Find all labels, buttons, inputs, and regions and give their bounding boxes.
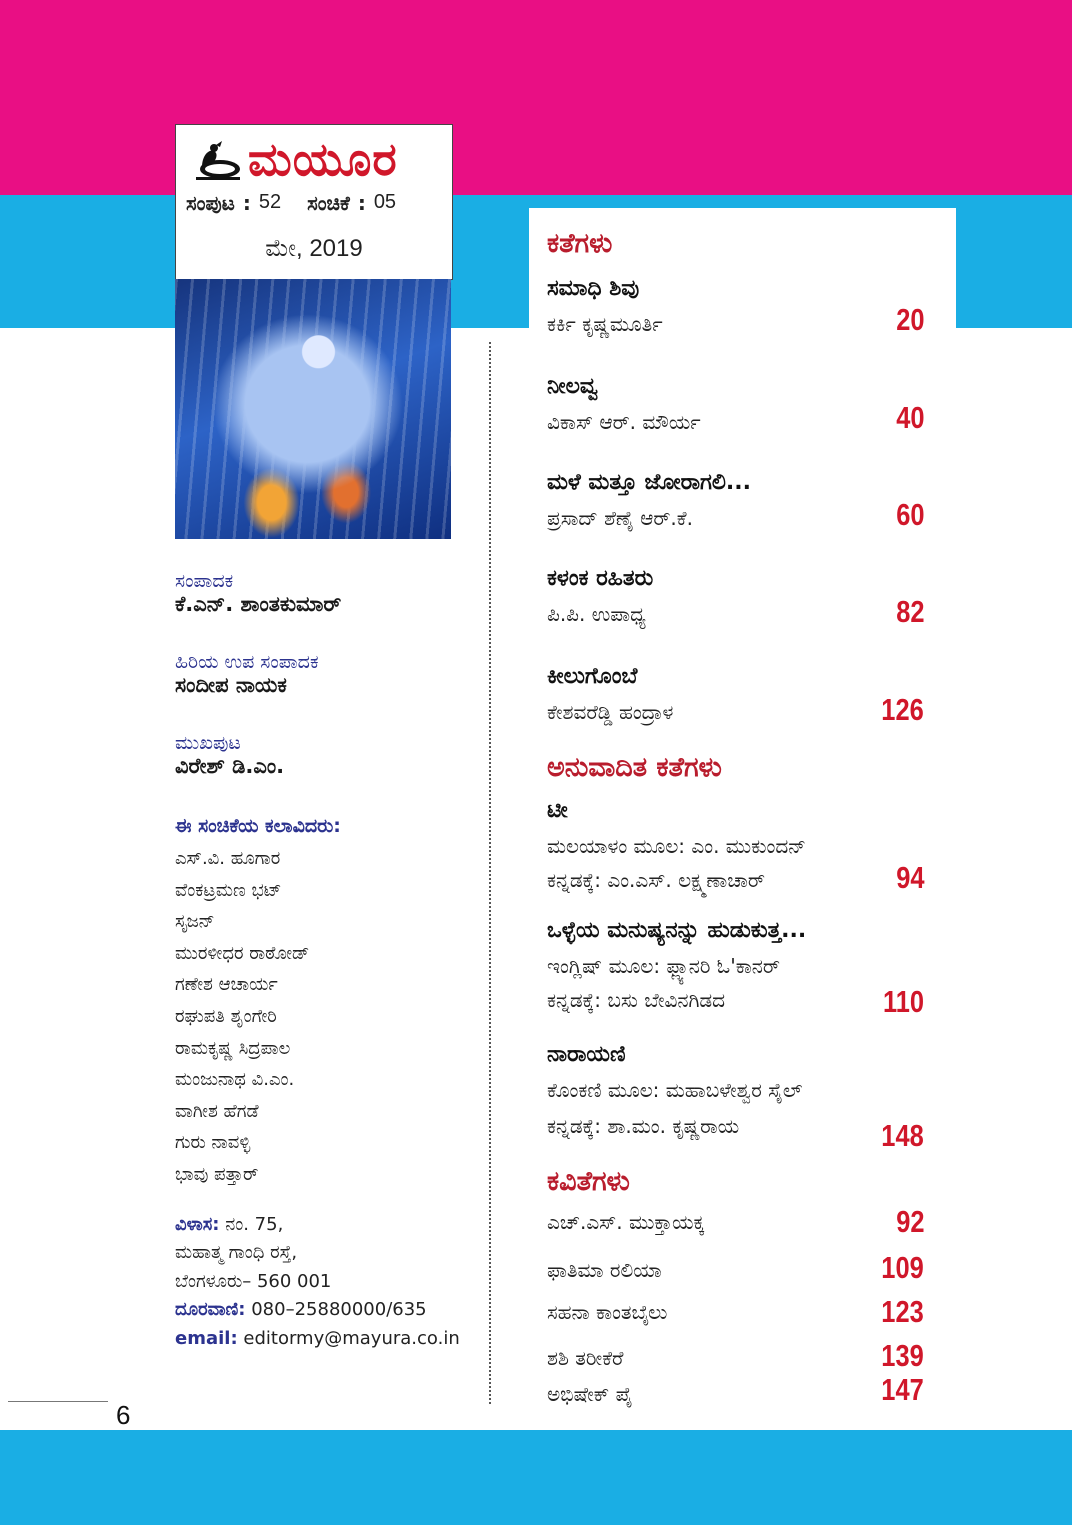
poet-name: ಫಾತಿಮಾ ರಲಿಯಾ xyxy=(547,1258,662,1282)
cover-label: ಮುಖಪುಟ xyxy=(175,732,241,754)
artist-name: ರಘುಪತಿ ಶೃಂಗೇರಿ xyxy=(175,1005,277,1027)
story-author: ಪಿ.ಪಿ. ಉಪಾಧ್ಯ xyxy=(547,602,646,626)
artist-name: ಸೃಜನ್ xyxy=(175,911,215,933)
poet-name: ಸಹನಾ ಕಾಂತಬೈಲು xyxy=(547,1300,668,1324)
email-address[interactable]: editormy@mayura.co.in xyxy=(243,1327,460,1349)
page-number: 60 xyxy=(895,497,924,532)
story-title: ನಾರಾಯಣಿ xyxy=(547,1042,626,1067)
issue-number: 05 xyxy=(373,191,397,213)
poet-name: ಎಚ್.ಎಸ್. ಮುಕ್ತಾಯಕ್ಕ xyxy=(547,1210,705,1234)
artist-name: ರಾಮಕೃಷ್ಣ ಸಿದ್ರಪಾಲ xyxy=(175,1037,291,1059)
bottom-blue-band xyxy=(0,1430,1072,1525)
page-number: 109 xyxy=(881,1250,924,1285)
translator-credit: ಕನ್ನಡಕ್ಕೆ: ಬಸು ಬೇವಿನಗಿಡದ xyxy=(547,988,726,1012)
email-label: email: xyxy=(175,1327,238,1349)
original-credit: ಇಂಗ್ಲಿಷ್ ಮೂಲ: ಫ್ಲ್ಯಾನರಿ ಓ'ಕಾನರ್ xyxy=(547,954,780,978)
folio-rule xyxy=(8,1401,108,1402)
page-number: 148 xyxy=(881,1118,924,1153)
translator-credit: ಕನ್ನಡಕ್ಕೆ: ಶಾ.ಮಂ. ಕೃಷ್ಣರಾಯ xyxy=(547,1114,740,1138)
senior-subeditor-label: ಹಿರಿಯ ಉಪ ಸಂಪಾದಕ xyxy=(175,651,319,673)
story-title: ಕೀಲುಗೊಂಬೆ xyxy=(547,664,638,689)
artist-name: ಗುರು ನಾವಳ್ಳಿ xyxy=(175,1132,251,1154)
masthead xyxy=(175,124,453,280)
story-title: ಸಮಾಧಿ ಶಿವು xyxy=(547,276,640,301)
peacock-logo-icon xyxy=(192,139,242,181)
story-title: ಮಳೆ ಮತ್ತೂ ಜೋರಾಗಲಿ... xyxy=(547,470,751,495)
story-author: ವಿಕಾಸ್ ಆರ್. ಮೌರ್ಯ xyxy=(547,410,701,434)
translated-heading: ಅನುವಾದಿತ ಕತೆಗಳು xyxy=(547,752,722,783)
address-street: ಮಹಾತ್ಮ ಗಾಂಧಿ ರಸ್ತೆ, xyxy=(175,1242,298,1264)
cover-artist-name: ವಿರೇಶ್ ಡಿ.ಎಂ. xyxy=(175,754,285,778)
stories-heading: ಕತೆಗಳು xyxy=(547,228,613,259)
artist-name: ಮಂಜುನಾಥ ವಿ.ಎಂ. xyxy=(175,1069,295,1091)
cover-artwork xyxy=(175,279,451,539)
page-number: 139 xyxy=(881,1338,924,1373)
senior-subeditor-name: ಸಂದೀಪ ನಾಯಕ xyxy=(175,673,287,697)
page-number: 92 xyxy=(895,1204,924,1239)
artists-heading: ಈ ಸಂಚಿಕೆಯ ಕಲಾವಿದರು: xyxy=(175,815,341,837)
table-of-contents xyxy=(529,208,956,1408)
address-label: ವಿಳಾಸ: xyxy=(175,1213,220,1235)
address-number: ನಂ. 75, xyxy=(225,1213,284,1235)
phone-line xyxy=(175,1296,485,1325)
page-number: 126 xyxy=(881,692,924,727)
page-number: 147 xyxy=(881,1372,924,1407)
page-number: 20 xyxy=(895,302,924,337)
volume-label: ಸಂಪುಟ xyxy=(186,191,235,215)
logo-wordmark: ಮಯೂರ xyxy=(248,132,398,186)
page-number: 82 xyxy=(895,594,924,629)
dotted-divider xyxy=(489,342,491,1404)
story-title: ಕಳಂಕ ರಹಿತರು xyxy=(547,566,654,591)
issue-label: ಸಂಚಿಕೆ xyxy=(307,191,350,215)
credits-column xyxy=(175,570,485,1353)
top-pink-band xyxy=(0,0,1072,195)
editor-label: ಸಂಪಾದಕ xyxy=(175,570,234,592)
story-author: ಪ್ರಸಾದ್ ಶೆಣೈ ಆರ್.ಕೆ. xyxy=(547,506,693,530)
story-title: ಟೀ xyxy=(547,798,568,823)
issue-info: ಸಂಪುಟ : 52 ಸಂಚಿಕೆ : 05 xyxy=(186,191,397,215)
issue-date: ಮೇ, 2019 xyxy=(265,235,363,262)
page-folio: 6 xyxy=(116,1400,131,1430)
artist-name: ವಾಗೀಶ ಹೆಗಡೆ xyxy=(175,1100,259,1122)
phone-number: 080–25880000/635 xyxy=(251,1299,427,1321)
logo xyxy=(192,131,398,189)
story-author: ಕೇಶವರೆಡ್ಡಿ ಹಂದ್ರಾಳ xyxy=(547,700,674,724)
artist-name: ಮುರಳೀಧರ ರಾಠೋಡ್ xyxy=(175,942,310,964)
page-number: 94 xyxy=(895,860,924,895)
page-number: 40 xyxy=(895,400,924,435)
artist-name: ವೆಂಕಟ್ರಮಣ ಭಟ್ xyxy=(175,879,282,901)
translator-credit: ಕನ್ನಡಕ್ಕೆ: ಎಂ.ಎಸ್. ಲಕ್ಷ್ಮಣಾಚಾರ್ xyxy=(547,868,765,892)
poems-heading: ಕವಿತೆಗಳು xyxy=(547,1166,630,1197)
original-credit: ಕೊಂಕಣಿ ಮೂಲ: ಮಹಾಬಳೇಶ್ವರ ಸೈಲ್ xyxy=(547,1078,803,1102)
phone-label: ದೂರವಾಣಿ: xyxy=(175,1299,246,1321)
story-title: ಒಳ್ಳೆಯ ಮನುಷ್ಯನನ್ನು ಹುಡುಕುತ್ತ... xyxy=(547,918,807,943)
page-number: 110 xyxy=(882,984,924,1019)
poet-name: ಅಭಿಷೇಕ್ ಪೈ xyxy=(547,1382,633,1406)
poet-name: ಶಶಿ ತರೀಕೆರೆ xyxy=(547,1346,624,1370)
email-line xyxy=(175,1325,485,1354)
address-line xyxy=(175,1211,485,1240)
artist-name: ಎಸ್.ವಿ. ಹೂಗಾರ xyxy=(175,848,281,869)
artist-name: ಗಣೇಶ ಆಚಾರ್ಯ xyxy=(175,974,278,996)
volume-number: 52 xyxy=(258,191,282,213)
page-number: 123 xyxy=(881,1294,924,1329)
story-title: ನೀಲವ್ವ xyxy=(547,374,598,399)
artist-name: ಭಾವು ಪತ್ತಾರ್ xyxy=(175,1163,259,1185)
editor-name: ಕೆ.ಎನ್. ಶಾಂತಕುಮಾರ್ xyxy=(175,592,342,616)
story-author: ಕರ್ಕಿ ಕೃಷ್ಣಮೂರ್ತಿ xyxy=(547,312,663,336)
original-credit: ಮಲಯಾಳಂ ಮೂಲ: ಎಂ. ಮುಕುಂದನ್ xyxy=(547,834,806,858)
address-city: ಬೆಂಗಳೂರು– 560 001 xyxy=(175,1270,332,1292)
